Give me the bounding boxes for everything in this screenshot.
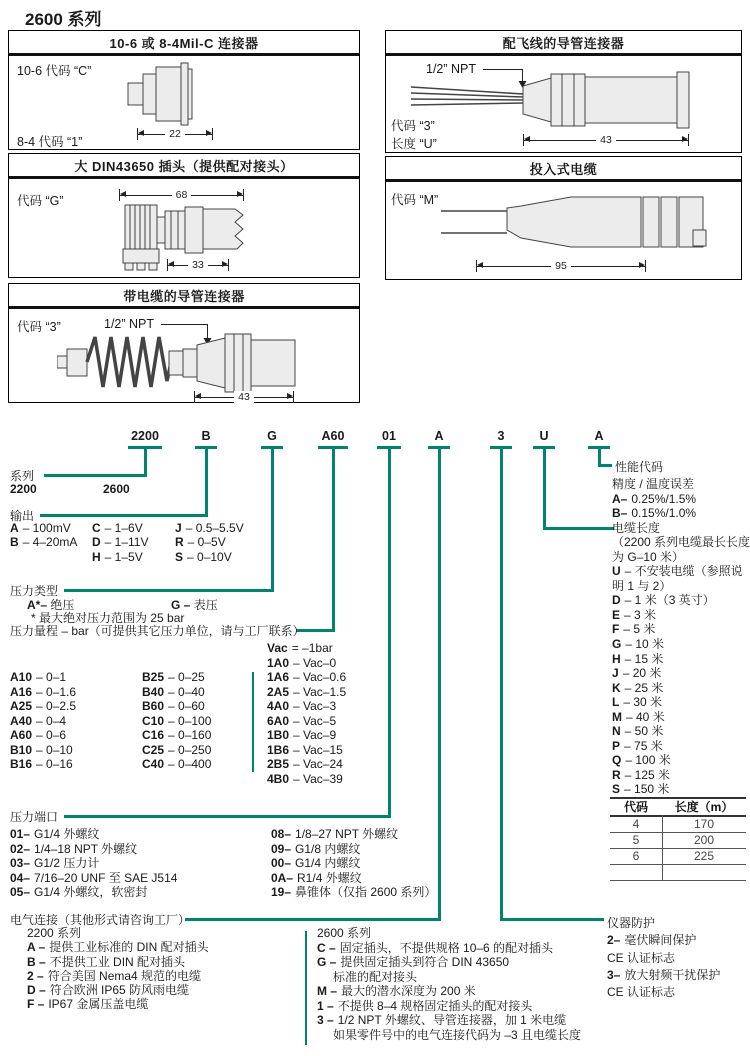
- ptype-note: * 最大绝对压力范围为 25 bar: [31, 611, 185, 625]
- table-row: 4 170: [610, 817, 746, 833]
- prange-item: C40 – 0–400: [142, 757, 212, 772]
- flying-dim: [523, 134, 689, 146]
- output-item: H – 1–5V: [92, 549, 143, 564]
- pport-item: 05– G1/4 外螺纹，软密封: [10, 885, 148, 900]
- prange-item: A16 – 0–1.6: [10, 684, 77, 699]
- order-code-prot: 3: [497, 429, 505, 443]
- prange-item: 1B6 – Vac–15: [267, 742, 343, 757]
- conduit-npt-label: 1/2” NPT: [104, 317, 155, 331]
- elec-item: B – 不提供工业 DIN 配对插头: [27, 954, 186, 969]
- prange-item: 2B5 – Vac–24: [267, 757, 343, 772]
- series-option-2200: 2200: [10, 482, 37, 496]
- prange-item: 1B0 – Vac–9: [267, 728, 337, 743]
- cable-length-item: R – 125 米: [612, 767, 671, 782]
- mil-connector-drawing: [127, 62, 219, 126]
- ptype-item-gauge: G – 表压: [171, 598, 218, 612]
- protection-item: 2– 毫伏瞬间保护: [607, 933, 697, 948]
- dip-dim: [476, 260, 646, 272]
- leader-ptype: [271, 446, 274, 592]
- prange-item: A40 – 0–4: [10, 713, 67, 728]
- pport-item: 09– G1/8 内螺纹: [271, 841, 361, 856]
- hline-cable: [543, 527, 614, 530]
- pport-item: 03– G1/2 压力计: [10, 856, 100, 871]
- flying-lead-drawing: [411, 70, 711, 132]
- cable-length-item: N – 50 米: [612, 724, 664, 739]
- order-code-output: B: [201, 429, 211, 443]
- prange-item: C10 – 0–100: [142, 713, 212, 728]
- mil-top-label: 10-6 代码 “C”: [17, 64, 92, 78]
- output-item: A – 100mV: [10, 521, 71, 535]
- elec-item-cont: 如果零件号中的电气连接代码为 –3 且电缆长度: [333, 1027, 582, 1042]
- cable-length-item: K – 25 米: [612, 680, 664, 695]
- conduit-npt-pointer: [161, 324, 208, 325]
- mil-dim: [137, 128, 213, 140]
- protection-item: 3– 放大射频干扰保护: [607, 967, 721, 982]
- output-col1: [10, 521, 77, 550]
- output-item: J – 0.5–5.5V: [175, 521, 244, 535]
- cable-length-item: S – 150 米: [612, 782, 670, 797]
- cable-length-item: D – 1 米（3 英寸）: [612, 593, 715, 608]
- output-item: C – 1–6V: [92, 521, 143, 535]
- elec-label: 电气连接（其他形式请咨询工厂）: [10, 913, 191, 927]
- leader-elec: [438, 446, 441, 921]
- cable-length-note: 为 G–10 米）: [612, 549, 685, 564]
- leader-output: [205, 446, 208, 517]
- prange-item: A60 – 0–6: [10, 728, 67, 743]
- cable-length-table: [610, 797, 746, 881]
- pport-item: 00– G1/4 内螺纹: [271, 856, 361, 871]
- prange-item: C25 – 0–250: [142, 742, 212, 757]
- dip-code-label: 代码 “M”: [391, 193, 439, 207]
- pport-item: 08– 1/8–27 NPT 外螺纹: [271, 827, 399, 841]
- prange-col1: [10, 670, 76, 772]
- pport-label: 压力端口: [10, 810, 59, 824]
- leader-prot: [500, 446, 503, 921]
- hline-ptype: [64, 589, 273, 592]
- flying-length-label: 长度 “U”: [391, 137, 437, 151]
- conduit-cable-drawing: [57, 331, 297, 393]
- elec-2600-column: [317, 926, 581, 1042]
- table-header-code: 代码: [623, 800, 648, 814]
- elec-item: 1 – 不提供 8–4 规格固定插头的配对接头: [317, 998, 533, 1013]
- output-item: R – 0–5V: [175, 535, 226, 550]
- leader-range: [332, 446, 335, 632]
- cable-length-item: Q – 100 米: [612, 753, 671, 768]
- conduit-code-label: 代码 “3”: [17, 320, 61, 334]
- order-code-port: 01: [382, 429, 396, 443]
- conduit-dim: [194, 391, 294, 403]
- table-divider: [662, 815, 663, 881]
- pport-item: 19– 鼻锥体（仅指 2600 系列）: [271, 885, 437, 900]
- table-row: 6 225: [610, 849, 746, 865]
- prange-item: B60 – 0–60: [142, 699, 205, 714]
- elec-item: F – IP67 金属压盖电缆: [27, 997, 149, 1012]
- protection-item: CE 认证标志: [607, 985, 676, 1000]
- box-dip-title: 投入式电缆: [386, 157, 741, 182]
- elec-item: A – 提供工业标准的 DIN 配对插头: [27, 940, 209, 955]
- order-code-ptype: G: [267, 429, 277, 443]
- prange-label: 压力量程 – bar（可提供其它压力单位，请与工厂联系）: [10, 624, 305, 638]
- table-row: 5 200: [610, 833, 746, 849]
- protection-item: CE 认证标志: [607, 950, 676, 965]
- divider-prange: [252, 672, 254, 772]
- output-item: B – 4–20mA: [10, 535, 78, 550]
- prange-item: C16 – 0–160: [142, 728, 212, 743]
- output-item: D – 1–11V: [92, 535, 149, 550]
- cable-length-item: E – 3 米: [612, 607, 657, 622]
- box-din-title: 大 DIN43650 插头（提供配对接头）: [9, 154, 359, 179]
- output-col3: [175, 521, 244, 564]
- cable-length-item: M – 40 米: [612, 709, 665, 724]
- box-flying-lead: [385, 30, 742, 153]
- cable-length-item: U – 不安装电缆（参照说: [612, 564, 743, 579]
- leader-cable: [543, 446, 546, 530]
- table-row: [610, 865, 746, 881]
- elec-item: D – 符合欧洲 IP65 防风雨电缆: [27, 983, 190, 998]
- pport-item: 0A– R1/4 外螺纹: [271, 870, 362, 885]
- cable-length-item: J – 20 米: [612, 666, 662, 681]
- perf-sub-label: 精度 / 温度误差: [612, 477, 695, 491]
- dip-cable-drawing: [441, 194, 721, 256]
- prange-item: A25 – 0–2.5: [10, 699, 77, 714]
- cable-length-item: G – 10 米: [612, 637, 665, 652]
- prange-item: B40 – 0–40: [142, 684, 205, 699]
- cable-length-item: P – 75 米: [612, 738, 663, 753]
- pport-item: 04– 7/16–20 UNF 至 SAE J514: [10, 870, 178, 885]
- order-code-perf: A: [594, 429, 604, 443]
- cable-length-item: L – 30 米: [612, 695, 663, 710]
- prange-item: B16 – 0–16: [10, 757, 73, 772]
- prange-item: 1A0 – Vac–0: [267, 655, 337, 670]
- box-conduit-cable: [8, 283, 360, 403]
- protection-column: [607, 915, 720, 1001]
- box-conduit-title: 带电缆的导管连接器: [9, 284, 359, 309]
- din-dim-top: [119, 189, 244, 201]
- prange-item: 6A0 – Vac–5: [267, 713, 337, 728]
- flying-code-label: 代码 “3”: [391, 119, 435, 133]
- mil-dim-value: 22: [165, 128, 185, 140]
- box-flying-title: 配飞线的导管连接器: [386, 31, 741, 56]
- perf-item: B– 0.15%/1.0%: [612, 506, 697, 521]
- elec-item: G – 提供固定插头到符合 DIN 43650: [317, 955, 510, 970]
- prange-col2: [142, 670, 211, 772]
- prange-item: Vac = –1bar: [267, 641, 333, 655]
- elec-item: M – 最大的潜水深度为 200 米: [317, 984, 476, 999]
- prange-item: 4A0 – Vac–3: [267, 699, 337, 714]
- prange-item: 2A5 – Vac–1.5: [267, 684, 347, 699]
- prange-item: 4B0 – Vac–39: [267, 771, 343, 786]
- box-mil-connector: [8, 30, 360, 150]
- box-mil-title: 10-6 或 8-4Mil-C 连接器: [9, 31, 359, 56]
- divider-elec: [305, 931, 307, 1045]
- hline-elec: [185, 918, 440, 921]
- series-option-2600: 2600: [103, 482, 130, 496]
- output-label: 输出: [10, 509, 35, 523]
- dip-dim-value: 95: [551, 260, 571, 272]
- pport-col1: [10, 827, 177, 900]
- cable-length-label: 电缆长度: [612, 520, 661, 535]
- pport-item: 01– G1/4 外螺纹: [10, 827, 100, 841]
- hline-perf: [598, 464, 612, 467]
- order-code-range: A60: [321, 429, 345, 443]
- elec-2200-title: 2200 系列: [27, 926, 82, 940]
- prange-item: B10 – 0–10: [10, 742, 73, 757]
- order-code-elec: A: [434, 429, 444, 443]
- output-col2: [92, 521, 149, 564]
- box-din-plug: [8, 153, 360, 278]
- leader-series: [144, 446, 147, 477]
- flying-npt-label: 1/2” NPT: [426, 62, 477, 76]
- perf-label: 性能代码: [615, 460, 664, 474]
- order-code-cable: U: [539, 429, 549, 443]
- output-item: S – 0–10V: [175, 549, 232, 564]
- box-dip-cable: [385, 156, 742, 280]
- series-label: 系列: [10, 469, 35, 483]
- order-code-series: 2200: [131, 429, 159, 443]
- pport-col2: [271, 827, 436, 900]
- ptype-label: 压力类型: [10, 584, 59, 598]
- din-code-label: 代码 “G”: [17, 194, 64, 208]
- page-title: 2600 系列: [25, 10, 102, 29]
- elec-2200-column: [27, 926, 209, 1012]
- table-header-row: [610, 799, 746, 817]
- flying-dim-value: 43: [596, 134, 616, 146]
- elec-item: 3 – 1/2 NPT 外螺纹、导管连接器，加 1 米电缆: [317, 1013, 567, 1028]
- hline-port: [64, 815, 390, 818]
- prange-item: 1A6 – Vac–0.6: [267, 670, 347, 685]
- elec-item: 2 – 符合美国 Nema4 规范的电缆: [27, 968, 202, 983]
- perf-cable-column: [612, 477, 750, 797]
- din-dim-top-value: 68: [172, 189, 192, 201]
- cable-length-note: （2200 系列电缆最长长度: [612, 535, 750, 550]
- cable-length-item: F – 5 米: [612, 622, 656, 637]
- din-dim-bottom-value: 33: [188, 259, 208, 271]
- mil-bottom-label: 8-4 代码 “1”: [17, 135, 83, 149]
- protection-label: 仪器防护: [607, 916, 656, 930]
- prange-item: B25 – 0–25: [142, 670, 205, 684]
- table-header-length: 长度（m）: [674, 800, 734, 814]
- elec-item-cont: 标准的配对接头: [333, 969, 418, 984]
- elec-item: C – 固定插头，不提供规格 10–6 的配对插头: [317, 940, 554, 955]
- cable-length-item-cont: 明 1 与 2）: [612, 578, 672, 593]
- elec-2600-title: 2600 系列: [317, 926, 372, 940]
- prange-item: A10 – 0–1: [10, 670, 67, 684]
- leader-port: [388, 446, 391, 818]
- hline-output: [40, 514, 207, 517]
- prange-col3: [267, 641, 346, 786]
- din-dim-bottom: [167, 259, 229, 271]
- conduit-dim-value: 43: [234, 391, 254, 403]
- pport-item: 02– 1/4–18 NPT 外螺纹: [10, 841, 138, 856]
- cable-length-item: H – 15 米: [612, 651, 664, 666]
- hline-series: [44, 474, 146, 477]
- hline-prot: [500, 918, 604, 921]
- ptype-item-absolute: A*– 绝压: [27, 598, 75, 612]
- perf-item: A– 0.25%/1.5%: [612, 491, 697, 506]
